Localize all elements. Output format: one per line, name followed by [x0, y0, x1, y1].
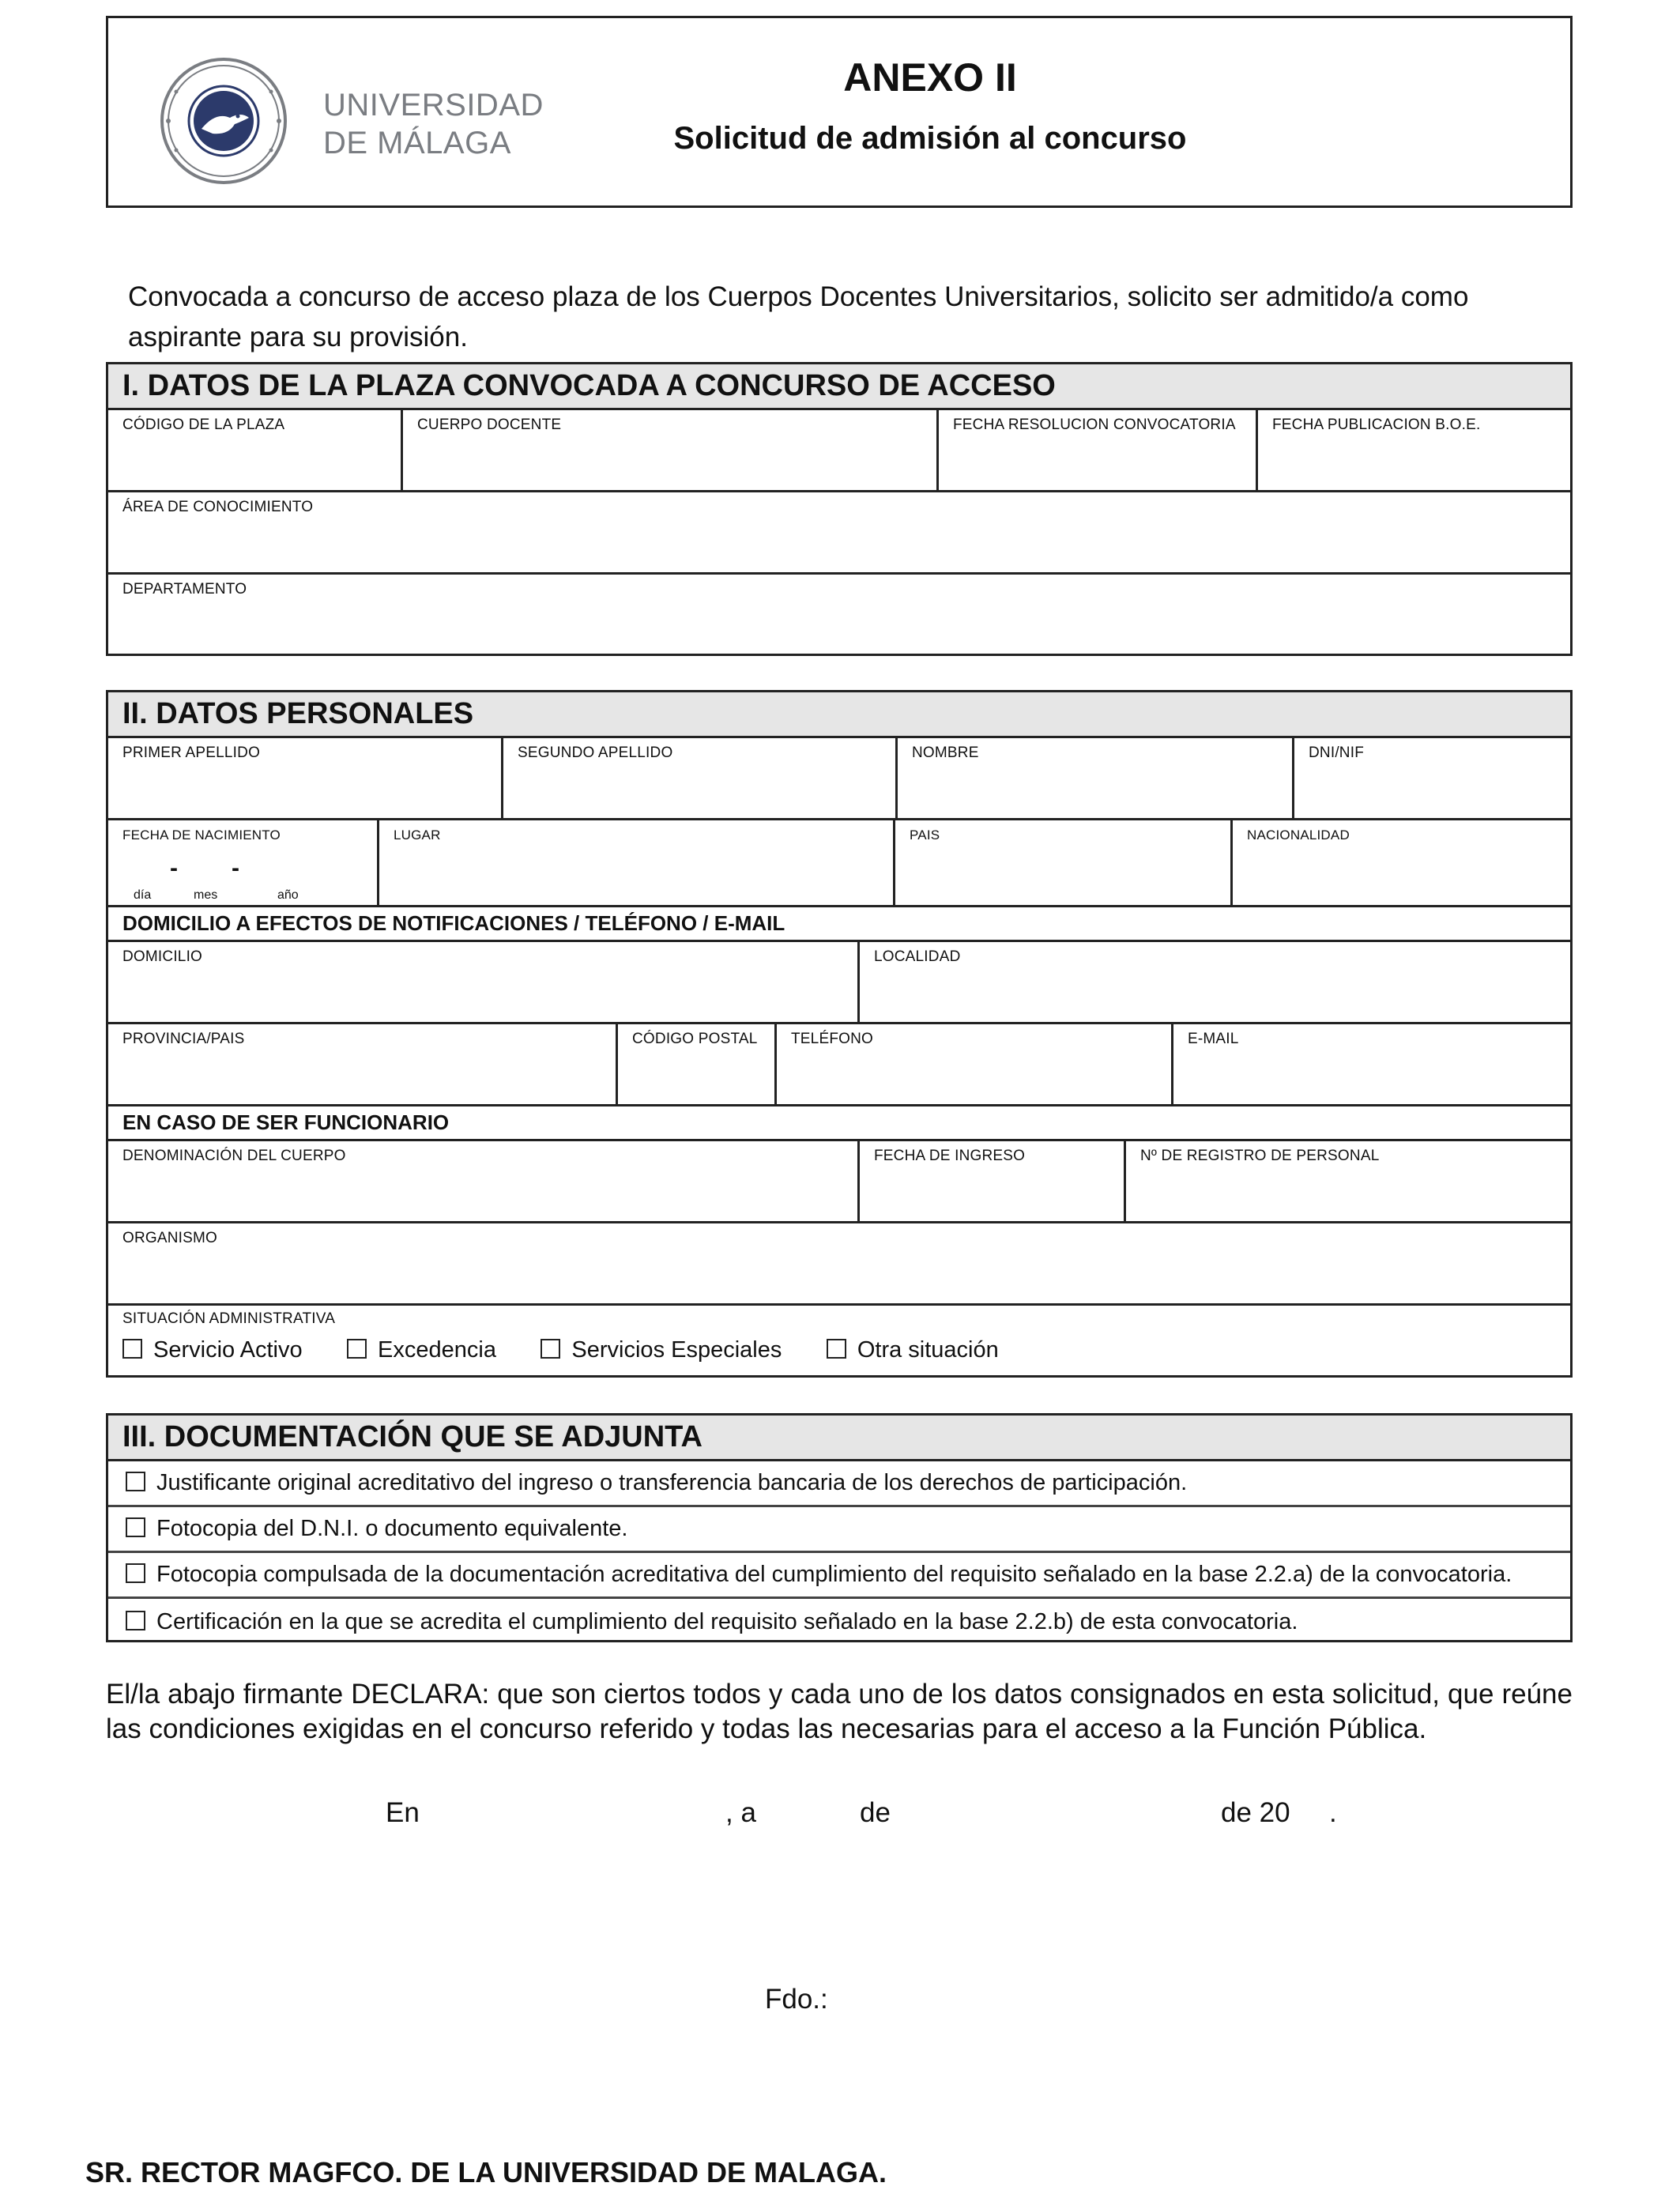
date-separator-2: - [232, 855, 239, 881]
section-plaza-title: I. DATOS DE LA PLAZA CONVOCADA A CONCURSO DE ACCESO [108, 364, 1570, 410]
fecha-nacimiento-label: FECHA DE NACIMIENTO [122, 827, 281, 843]
university-name-line1: UNIVERSIDAD [323, 88, 544, 123]
header-box [106, 16, 1573, 208]
area-conocimiento-field[interactable] [108, 492, 1570, 572]
date-de20-label: de 20 [1221, 1797, 1290, 1828]
situacion-administrativa [108, 1306, 1570, 1364]
primer-apellido-label: PRIMER APELLIDO [122, 745, 261, 761]
doc-dni[interactable] [108, 1507, 1570, 1553]
codigo-plaza-field[interactable] [108, 410, 403, 490]
codigo-postal-label: CÓDIGO POSTAL [632, 1031, 758, 1047]
cuerpo-docente-label: CUERPO DOCENTE [417, 417, 562, 433]
pais-field[interactable] [895, 820, 1233, 905]
organismo-field[interactable] [108, 1223, 1570, 1303]
doc-justificante[interactable] [108, 1461, 1570, 1507]
servicio-activo-option[interactable] [122, 1337, 303, 1363]
registro-personal-label: Nº DE REGISTRO DE PERSONAL [1140, 1148, 1380, 1164]
domicilio-field[interactable] [108, 942, 860, 1022]
fecha-publicacion-label: FECHA PUBLICACION B.O.E. [1272, 417, 1481, 433]
section-documentacion-title: III. DOCUMENTACIÓN QUE SE ADJUNTA [108, 1416, 1570, 1461]
servicios-especiales-label: Servicios Especiales [571, 1337, 782, 1363]
addressee-text: SR. RECTOR MAGFCO. DE LA UNIVERSIDAD DE MALAGA. [85, 2156, 887, 2188]
lugar-label: LUGAR [394, 827, 441, 843]
telefono-field[interactable] [777, 1024, 1173, 1104]
cuerpo-docente-field[interactable] [403, 410, 939, 490]
dni-label: DNI/NIF [1309, 745, 1365, 761]
excedencia-checkbox[interactable] [347, 1339, 367, 1359]
servicio-activo-checkbox[interactable] [122, 1339, 142, 1359]
intro-text: Convocada a concurso de acceso plaza de los Cuerpos Docentes Universitarios, solicito ser admitido/a como aspirante para su provisión. [128, 281, 1469, 352]
servicios-especiales-checkbox[interactable] [541, 1339, 560, 1359]
funcionario-subheading: EN CASO DE SER FUNCIONARIO [108, 1106, 1570, 1141]
date-separator-1: - [170, 855, 178, 881]
dni-field[interactable] [1294, 738, 1570, 818]
doc-certificacion-label: Certificación en la que se acredita el cumplimiento del requisito señalado en la base 2.2.b) de esta convocatoria. [156, 1608, 1298, 1634]
domicilio-subheading: DOMICILIO A EFECTOS DE NOTIFICACIONES / TELÉFONO / E-MAIL [108, 907, 1570, 942]
otra-situacion-checkbox[interactable] [827, 1339, 846, 1359]
codigo-plaza-label: CÓDIGO DE LA PLAZA [122, 417, 285, 433]
segundo-apellido-label: SEGUNDO APELLIDO [518, 745, 673, 761]
denominacion-cuerpo-label: DENOMINACIÓN DEL CUERPO [122, 1148, 346, 1164]
provincia-field[interactable] [108, 1024, 618, 1104]
dia-label: día [134, 888, 152, 902]
nombre-label: NOMBRE [912, 745, 979, 761]
fecha-ingreso-label: FECHA DE INGRESO [874, 1148, 1026, 1164]
fecha-nacimiento-field[interactable] [108, 820, 379, 905]
domicilio-label: DOMICILIO [122, 948, 203, 965]
nombre-field[interactable] [898, 738, 1294, 818]
document-subtitle: Solicitud de admisión al concurso [673, 121, 1187, 156]
doc-compulsada[interactable] [108, 1553, 1570, 1599]
otra-situacion-label: Otra situación [857, 1337, 999, 1363]
departamento-label: DEPARTAMENTO [122, 581, 247, 598]
telefono-label: TELÉFONO [791, 1031, 874, 1047]
nacionalidad-label: NACIONALIDAD [1247, 827, 1350, 843]
area-conocimiento-label: ÁREA DE CONOCIMIENTO [122, 499, 314, 515]
otra-situacion-option[interactable] [827, 1337, 999, 1363]
situacion-label: SITUACIÓN ADMINISTRATIVA [122, 1310, 336, 1327]
declaration-text: El/la abajo firmante DECLARA: que son ciertos todos y cada uno de los datos consignados en esta solicitud, que reúne las condiciones exigidas en el concurso referido y todas las necesarias para el acceso a la Función Pública. [106, 1679, 1573, 1744]
localidad-field[interactable] [860, 942, 1570, 1022]
denominacion-cuerpo-field[interactable] [108, 1141, 860, 1221]
doc-justificante-checkbox[interactable] [126, 1472, 145, 1491]
servicio-activo-label: Servicio Activo [153, 1337, 303, 1363]
anio-label: año [277, 888, 299, 902]
doc-justificante-label: Justificante original acreditativo del ingreso o transferencia bancaria de los derechos de participación. [156, 1470, 1188, 1495]
doc-certificacion-checkbox[interactable] [126, 1611, 145, 1630]
place-a-label: , a [725, 1797, 756, 1828]
servicios-especiales-option[interactable] [541, 1337, 782, 1363]
pais-label: PAIS [910, 827, 940, 843]
nacionalidad-field[interactable] [1233, 820, 1570, 905]
place-en-label: En [386, 1797, 420, 1828]
section-documentacion [106, 1413, 1573, 1642]
registro-personal-field[interactable] [1126, 1141, 1570, 1221]
doc-dni-label: Fotocopia del D.N.I. o documento equivalente. [156, 1516, 628, 1541]
date-end-dot: . [1329, 1797, 1337, 1828]
fecha-resolucion-field[interactable] [939, 410, 1258, 490]
fecha-publicacion-field[interactable] [1258, 410, 1570, 490]
date-de-label: de [860, 1797, 891, 1828]
section-datos-personales [106, 690, 1573, 1378]
email-field[interactable] [1173, 1024, 1570, 1104]
fecha-resolucion-label: FECHA RESOLUCION CONVOCATORIA [953, 417, 1236, 433]
section-datos-personales-title: II. DATOS PERSONALES [108, 692, 1570, 738]
doc-compulsada-label: Fotocopia compulsada de la documentación acreditativa del cumplimiento del requisito señalado en la base 2.2.a) de la convocatoria. [156, 1562, 1512, 1587]
provincia-label: PROVINCIA/PAIS [122, 1031, 245, 1047]
doc-dni-checkbox[interactable] [126, 1517, 145, 1537]
fecha-ingreso-field[interactable] [860, 1141, 1126, 1221]
lugar-field[interactable] [379, 820, 895, 905]
doc-certificacion[interactable] [108, 1599, 1570, 1645]
signature-label: Fdo.: [765, 1984, 828, 2015]
excedencia-option[interactable] [347, 1337, 496, 1363]
email-label: E-MAIL [1188, 1031, 1239, 1047]
organismo-label: ORGANISMO [122, 1230, 218, 1246]
section-plaza [106, 362, 1573, 656]
excedencia-label: Excedencia [378, 1337, 496, 1363]
primer-apellido-field[interactable] [108, 738, 503, 818]
mes-label: mes [194, 888, 218, 902]
departamento-field[interactable] [108, 575, 1570, 654]
university-name-line2: DE MÁLAGA [323, 126, 511, 160]
codigo-postal-field[interactable] [618, 1024, 777, 1104]
document-title: ANEXO II [843, 55, 1017, 100]
doc-compulsada-checkbox[interactable] [126, 1563, 145, 1583]
segundo-apellido-field[interactable] [503, 738, 898, 818]
localidad-label: LOCALIDAD [874, 948, 961, 965]
